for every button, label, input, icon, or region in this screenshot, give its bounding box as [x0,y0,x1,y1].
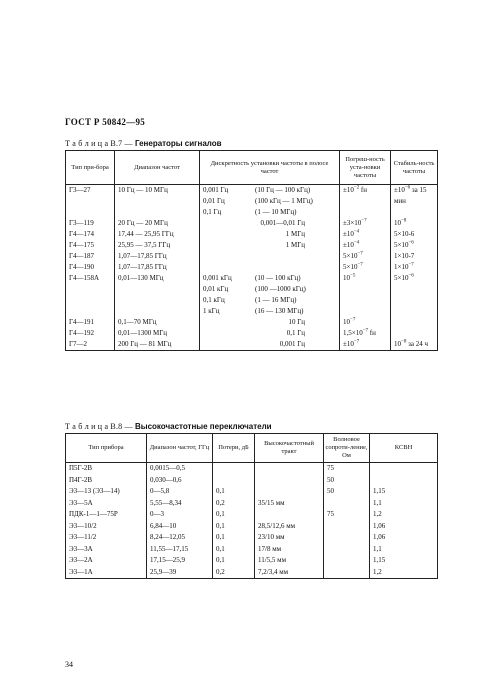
discreteness-line [200,339,339,350]
error-exponent: −4 [353,240,360,246]
table-row [66,555,438,567]
cell-impedance [324,498,370,510]
page-number: 34 [65,660,73,669]
cell-range: 11,55—17,15 [147,544,213,556]
error-base: 5×10 [343,252,358,260]
discreteness-line [200,284,339,295]
band-value: (10 — 100 кГц) [255,274,301,282]
cell-stability [391,218,438,229]
stability-base: 5×10-6 [394,230,415,238]
cell-range: 1,07—17,85 ГГц [115,262,200,273]
cell-type: Г4—190 [66,262,115,273]
cell-path: 35/15 мм [255,498,324,510]
cell-path [255,463,324,475]
cell-stability [391,240,438,251]
table7-caption-title: Генераторы сигналов [134,139,222,148]
table8-caption [65,422,272,431]
cell-stability [391,317,438,328]
discreteness-line [200,295,339,306]
cell-type: Э3—2А [66,555,147,567]
step-value: 0,1 Гц [286,329,305,337]
error-base: ±10 [343,340,354,348]
discreteness-line [200,229,339,240]
cell-vswr: 1,15 [370,486,438,498]
table-row [66,185,438,219]
col-header-loss: Потери, дБ [213,434,255,463]
cell-type: Г4—191 [66,317,115,328]
cell-vswr: 1,1 [370,544,438,556]
step-value: 1 МГц [285,241,305,249]
cell-path: 17/8 мм [255,544,324,556]
cell-range: 0,1—70 МГц [115,317,200,328]
stability-exponent: −6 [408,273,414,279]
cell-impedance [324,555,370,567]
cell-error [340,185,391,219]
cell-loss: 0,1 [213,544,255,556]
cell-type: Э3—11/2 [66,532,147,544]
error-exponent: −7 [362,328,369,334]
error-exponent: −4 [353,229,360,235]
cell-error [340,339,391,351]
error-base: ±10 [343,230,354,238]
cell-path: 23/10 мм [255,532,324,544]
error-exponent: −7 [353,339,360,345]
cell-vswr: 1,2 [370,509,438,521]
cell-range: 10 Гц — 10 МГц [115,185,200,219]
cell-stability [391,251,438,262]
table-row [66,475,438,487]
error-base: 10 [343,274,350,282]
step-value: 1 кГц [203,307,220,315]
cell-type: Г4—174 [66,229,115,240]
cell-impedance [324,567,370,579]
table-row [66,218,438,229]
stability-base: 10 [394,219,401,227]
error-exponent: −7 [357,251,363,257]
cell-discreteness [200,273,340,317]
col-header-range: Диапазон частот [115,151,200,185]
stability-suffix: за 15 мин [394,186,427,205]
table-row [66,229,438,240]
discreteness-line [200,328,339,339]
cell-impedance [324,544,370,556]
cell-type: Э3—3А [66,544,147,556]
table-row [66,273,438,317]
discreteness-line [200,306,339,317]
cell-impedance: 75 [324,463,370,475]
stability-exponent: −7 [408,262,414,268]
hf-switches-table [65,433,438,579]
col-header-error: Погреш-ность уста-новки частоты [340,151,391,185]
cell-type: Г4—175 [66,240,115,251]
table-row [66,532,438,544]
cell-path [255,486,324,498]
cell-loss: 0,1 [213,509,255,521]
discreteness-line [200,218,339,229]
cell-discreteness [200,317,340,328]
step-value: 0,01 кГц [203,285,229,293]
error-exponent: −7 [350,317,356,323]
cell-vswr [370,475,438,487]
discreteness-line [200,273,339,284]
error-exponent: −5 [350,273,356,279]
cell-loss [213,475,255,487]
error-base: ±10 [343,186,354,194]
table-row [66,498,438,510]
cell-range: 20 Гц — 20 МГц [115,218,200,229]
table-row [66,262,438,273]
table-row [66,328,438,339]
step-value: 10 Гц [288,318,305,326]
cell-vswr: 1,06 [370,532,438,544]
cell-error [340,229,391,240]
cell-path: 7,2/3,4 мм [255,567,324,579]
cell-stability [391,273,438,317]
table-row [66,521,438,533]
cell-vswr [370,463,438,475]
cell-error [340,251,391,262]
cell-range: 0,0015—0,5 [147,463,213,475]
cell-type: П5Г-2В [66,463,147,475]
col-header-path: Высокочастотный тракт [255,434,324,463]
cell-range: 25,9—39 [147,567,213,579]
cell-loss: 0,2 [213,567,255,579]
cell-range: 8,24—12,05 [147,532,213,544]
cell-stability [391,328,438,339]
cell-range: 17,15—25,9 [147,555,213,567]
cell-loss: 0,1 [213,555,255,567]
table-row [66,317,438,328]
band-value: (100 кГц — 1 МГц) [255,197,313,205]
step-value: 0,001 Гц [279,340,305,348]
step-value: 0,1 кГц [203,296,225,304]
cell-path: 28,5/12,6 мм [255,521,324,533]
cell-discreteness [200,229,340,240]
cell-range: 0,01—130 МГц [115,273,200,317]
stability-base: 5×10 [394,274,409,282]
band-value: (100 —1000 кГц) [255,285,306,293]
cell-error [340,240,391,251]
step-value: 0,001 Гц [203,186,229,194]
cell-loss: 0,1 [213,521,255,533]
error-base: 1,5×10 [343,329,363,337]
stability-base: 5×10 [394,241,409,249]
cell-type: Г4—187 [66,251,115,262]
cell-stability [391,229,438,240]
cell-discreteness [200,339,340,351]
cell-error [340,317,391,328]
cell-range: 6,84—10 [147,521,213,533]
table-row [66,339,438,351]
stability-base: 10 [394,340,401,348]
cell-impedance: 50 [324,486,370,498]
cell-type: Г4—192 [66,328,115,339]
table8-body [66,463,438,579]
cell-range: 0,030—0,6 [147,475,213,487]
cell-discreteness [200,185,340,219]
cell-type: Э3—1А [66,567,147,579]
error-exponent: −7 [361,218,367,224]
step-value: 0,01 Гц [203,197,225,205]
band-value: (10 Гц — 100 кГц) [255,186,311,194]
cell-type: Г7—2 [66,339,115,351]
cell-discreteness [200,218,340,229]
stability-exponent: −6 [404,185,411,191]
cell-vswr: 1,2 [370,567,438,579]
table-row [66,486,438,498]
cell-range: 0,01—1300 МГц [115,328,200,339]
col-header-type: Тип при-бора [66,151,115,185]
stability-suffix: за 24 ч [406,340,428,348]
cell-type: Г3—27 [66,185,115,219]
step-value: 0,1 Гц [203,208,222,216]
table7-caption-prefix: Т а б л и ц а В.7 — [65,139,135,148]
cell-type: Э3—5А [66,498,147,510]
col-header-stability: Стабиль-ность частоты [391,151,438,185]
signal-generators-table [65,150,438,351]
cell-error [340,262,391,273]
cell-stability [391,262,438,273]
cell-vswr: 1,15 [370,555,438,567]
error-base: 10 [343,318,350,326]
error-base: ±3×10 [343,219,362,227]
table-row [66,544,438,556]
cell-type: П4Г-2В [66,475,147,487]
cell-discreteness [200,262,340,273]
table-row [66,509,438,521]
band-value: (1 — 10 МГц) [255,208,297,216]
discreteness-line [200,317,339,328]
table8-caption-prefix: Т а б л и ц а В.8 — [65,422,135,431]
cell-stability [391,339,438,351]
cell-discreteness [200,251,340,262]
cell-path [255,475,324,487]
stability-exponent: −8 [401,339,407,345]
cell-impedance: 50 [324,475,370,487]
cell-error [340,273,391,317]
error-exponent: −7 [357,262,363,268]
stability-base: 1×10-7 [394,252,415,260]
table-row [66,240,438,251]
cell-type: Г3—119 [66,218,115,229]
cell-discreteness [200,328,340,339]
cell-impedance [324,532,370,544]
cell-range: 5,55—8,34 [147,498,213,510]
cell-range: 17,44 — 25,95 ГГц [115,229,200,240]
cell-impedance [324,521,370,533]
cell-range: 1,07—17,85 ГГц [115,251,200,262]
table-row [66,251,438,262]
cell-error [340,328,391,339]
error-base: 5×10 [343,263,358,271]
cell-vswr: 1,06 [370,521,438,533]
col-header-vswr: КСВН [370,434,438,463]
discreteness-line [200,207,339,218]
col-header-range: Диапазон частот, ГГц [147,434,213,463]
error-suffix: fн [359,186,367,194]
stability-exponent: −6 [408,240,414,246]
cell-stability [391,185,438,219]
discreteness-line [200,196,339,207]
step-value: 0,001 кГц [203,274,232,282]
discreteness-line [200,240,339,251]
cell-range: 25,95 — 37,5 ГГц [115,240,200,251]
cell-type: Э3—13 (Э3—14) [66,486,147,498]
cell-discreteness [200,240,340,251]
table7-body [66,185,438,351]
error-base: ±10 [343,241,354,249]
cell-path [255,509,324,521]
band-value: (16 — 130 МГц) [255,307,304,315]
col-header-discreteness: Дискретность установки частоты в полосе частот [200,151,340,185]
cell-type: ПДК-1—1—75Р [66,509,147,521]
cell-type: Э3—10/2 [66,521,147,533]
cell-loss: 0,1 [213,532,255,544]
stability-base: 1×10 [394,263,409,271]
cell-impedance: 75 [324,509,370,521]
table-row [66,463,438,475]
col-header-impedance: Волновое сопроти-ление, Ом [324,434,370,463]
table7-caption [65,139,222,148]
error-suffix: fн [368,329,376,337]
step-value: 0,001—0,01 Гц [260,219,305,227]
cell-path: 11/5,5 мм [255,555,324,567]
cell-loss [213,463,255,475]
cell-error [340,218,391,229]
step-value: 1 МГц [285,230,305,238]
table8-caption-title: Высокочастотные переключатели [134,422,272,431]
table-row [66,567,438,579]
cell-range: 0—5,8 [147,486,213,498]
cell-vswr: 1,1 [370,498,438,510]
discreteness-line [200,185,339,196]
error-exponent: −2 [353,185,360,191]
band-value: (1 — 16 МГц) [255,296,297,304]
cell-loss: 0,2 [213,498,255,510]
stability-exponent: −8 [401,218,407,224]
document-header: ГОСТ Р 50842—95 [65,117,146,127]
cell-range: 0—3 [147,509,213,521]
cell-loss: 0,1 [213,486,255,498]
col-header-type: Тип прибора [66,434,147,463]
cell-range: 200 Гц — 81 МГц [115,339,200,351]
cell-type: Г4—158А [66,273,115,317]
stability-base: ±10 [394,186,405,194]
